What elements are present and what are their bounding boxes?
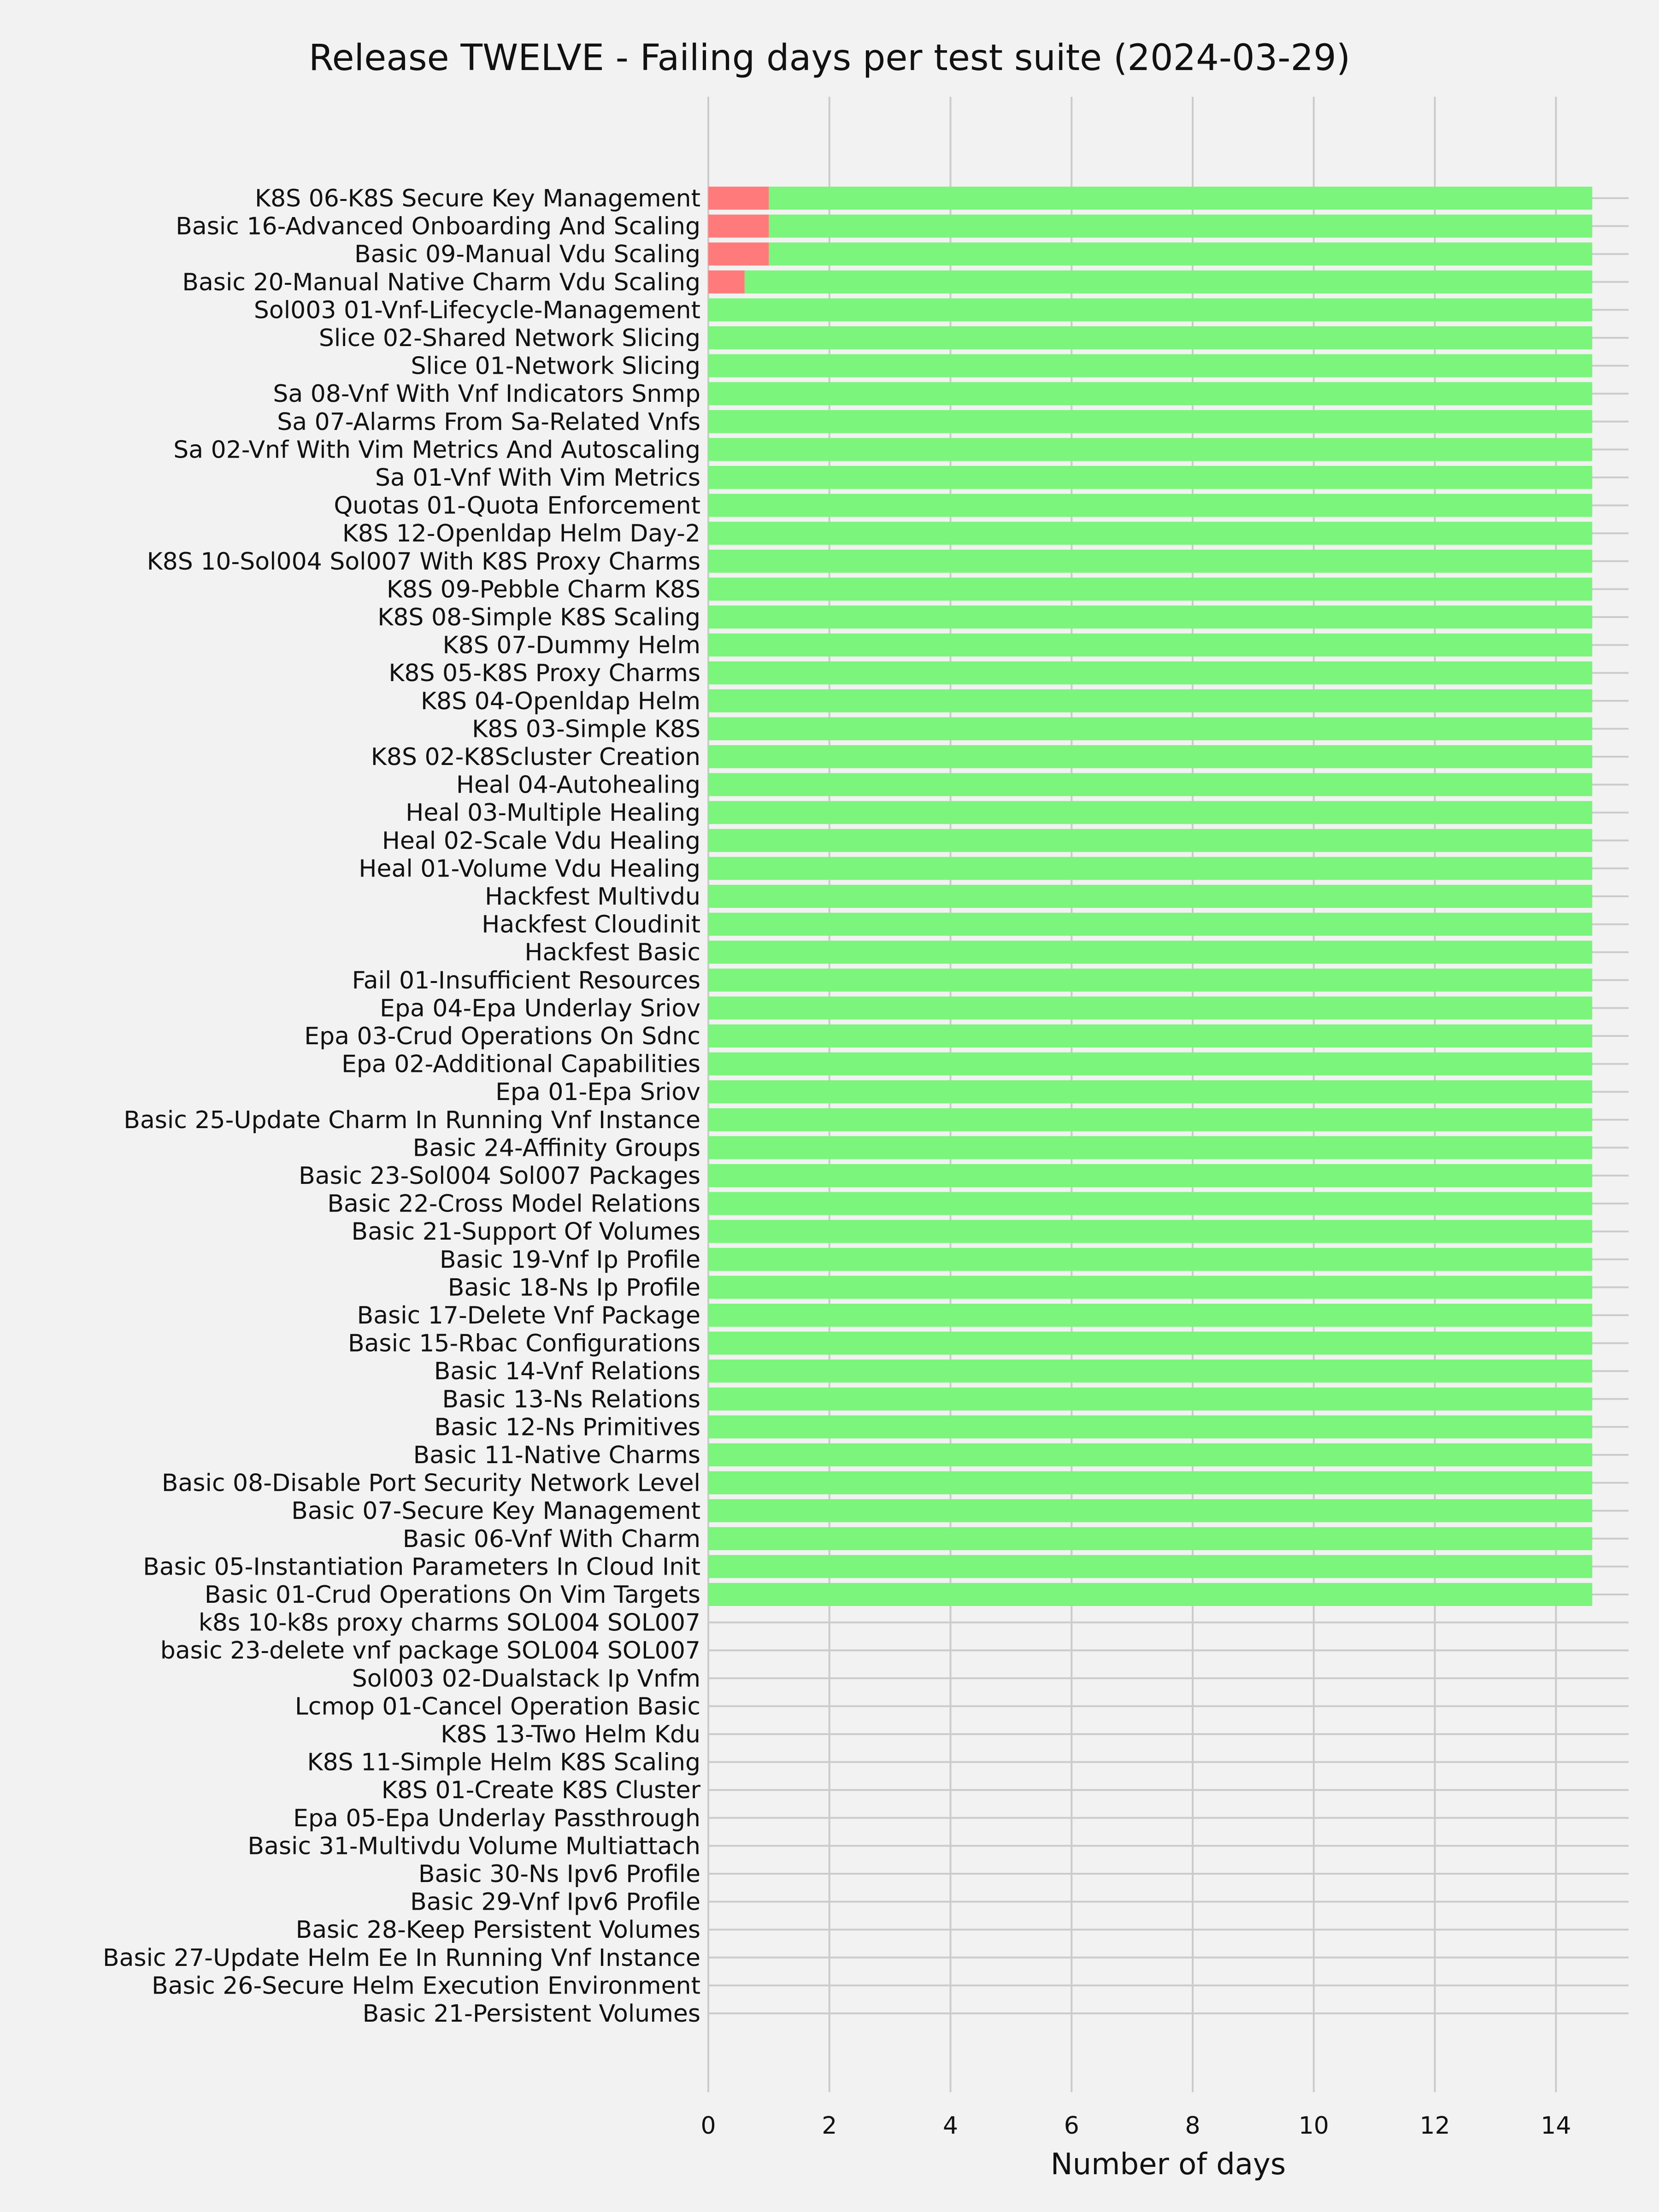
bar-passing: [708, 661, 1592, 684]
bar-passing: [708, 717, 1592, 740]
bar-passing: [708, 829, 1592, 852]
y-tick-label: Slice 01-Network Slicing: [411, 352, 700, 380]
y-tick-label: Epa 01-Epa Sriov: [495, 1078, 700, 1106]
bar-passing: [708, 1583, 1592, 1606]
bar-passing: [708, 1248, 1592, 1271]
y-tick-label: K8S 05-K8S Proxy Charms: [388, 659, 700, 688]
bar-passing: [708, 1443, 1592, 1466]
y-tick-label: Basic 11-Native Charms: [413, 1441, 700, 1469]
y-tick-label: Basic 27-Update Helm Ee In Running Vnf Instance: [102, 1944, 700, 1972]
x-tick-label: 8: [1185, 2112, 1200, 2140]
y-tick-label: K8S 06-K8S Secure Key Management: [254, 185, 700, 212]
bar-passing: [708, 689, 1592, 712]
y-tick-label: Basic 09-Manual Vdu Scaling: [354, 241, 700, 269]
y-tick-label: Basic 21-Persistent Volumes: [362, 2000, 700, 2028]
y-tick-label: Basic 01-Crud Operations On Vim Targets: [204, 1581, 700, 1609]
x-tick-label: 10: [1298, 2112, 1329, 2140]
y-tick-label: Basic 13-Ns Relations: [442, 1385, 700, 1413]
y-tick-label: Basic 16-Advanced Onboarding And Scaling: [176, 212, 700, 241]
y-tick-label: Epa 04-Epa Underlay Sriov: [380, 994, 700, 1023]
y-tick-label: Heal 01-Volume Vdu Healing: [359, 855, 700, 883]
y-tick-label: Slice 02-Shared Network Slicing: [318, 324, 700, 352]
bar-passing: [708, 550, 1592, 573]
bar-passing: [708, 996, 1592, 1019]
y-tick-label: Basic 22-Cross Model Relations: [327, 1190, 700, 1218]
bar-passing: [708, 410, 1592, 433]
bar-passing: [708, 1024, 1592, 1047]
bar-passing: [708, 606, 1592, 629]
y-tick-label: K8S 02-K8Scluster Creation: [371, 743, 700, 771]
y-tick-label: K8S 07-Dummy Helm: [442, 631, 700, 659]
y-tick-label: Epa 02-Additional Capabilities: [341, 1050, 700, 1078]
bar-passing: [708, 801, 1592, 824]
bar-passing: [708, 1332, 1592, 1355]
bar-passing: [708, 969, 1592, 992]
bar-passing: [708, 941, 1592, 964]
bar-passing: [769, 242, 1592, 265]
bar-failing: [708, 215, 769, 238]
bar-passing: [745, 271, 1592, 294]
y-tick-label: K8S 12-Openldap Helm Day-2: [342, 520, 700, 548]
y-tick-label: Sa 01-Vnf With Vim Metrics: [375, 464, 700, 492]
bar-passing: [708, 1415, 1592, 1438]
y-tick-label: Heal 04-Autohealing: [456, 771, 700, 799]
y-tick-label: Sa 08-Vnf With Vnf Indicators Snmp: [273, 380, 700, 408]
bar-passing: [708, 466, 1592, 489]
y-tick-label: Basic 08-Disable Port Security Network Level: [161, 1469, 700, 1497]
y-tick-label: Hackfest Multivdu: [485, 883, 700, 911]
y-tick-label: Basic 05-Instantiation Parameters In Cloud Init: [143, 1553, 700, 1581]
y-tick-label: Lcmop 01-Cancel Operation Basic: [294, 1693, 700, 1721]
y-tick-label: Basic 30-Ns Ipv6 Profile: [418, 1860, 700, 1888]
bar-passing: [708, 382, 1592, 405]
bar-passing: [708, 634, 1592, 657]
bar-passing: [708, 438, 1592, 461]
y-tick-label: k8s 10-k8s proxy charms SOL004 SOL007: [198, 1609, 700, 1637]
y-tick-label: K8S 08-Simple K8S Scaling: [377, 604, 700, 631]
y-tick-label: Sa 07-Alarms From Sa-Related Vnfs: [277, 408, 700, 436]
bar-passing: [708, 1555, 1592, 1578]
y-tick-label: Basic 31-Multivdu Volume Multiattach: [247, 1832, 700, 1860]
y-tick-label: Hackfest Cloudinit: [482, 911, 700, 939]
y-tick-label: Basic 19-Vnf Ip Profile: [439, 1246, 700, 1274]
bar-failing: [708, 271, 745, 294]
x-tick-label: 14: [1541, 2112, 1571, 2140]
bar-passing: [708, 1080, 1592, 1103]
bar-passing: [769, 187, 1592, 210]
y-tick-label: Basic 25-Update Charm In Running Vnf Instance: [124, 1106, 700, 1134]
y-tick-label: Sol003 01-Vnf-Lifecycle-Management: [253, 296, 700, 324]
bar-passing: [708, 1499, 1592, 1522]
bar-passing: [708, 577, 1592, 600]
y-tick-label: Basic 17-Delete Vnf Package: [357, 1302, 700, 1330]
bar-passing: [708, 913, 1592, 936]
bar-passing: [708, 745, 1592, 768]
bar-passing: [708, 1276, 1592, 1299]
bar-passing: [708, 326, 1592, 349]
y-tick-label: Basic 07-Secure Key Management: [291, 1497, 700, 1525]
y-tick-label: Basic 20-Manual Native Charm Vdu Scaling: [182, 268, 700, 296]
y-tick-label: Basic 12-Ns Primitives: [434, 1413, 700, 1441]
y-tick-label: Basic 06-Vnf With Charm: [402, 1525, 700, 1553]
bar-passing: [708, 1220, 1592, 1243]
bar-passing: [708, 354, 1592, 377]
x-axis-label: Number of days: [1050, 2147, 1286, 2182]
y-tick-label: Basic 18-Ns Ip Profile: [447, 1274, 700, 1302]
y-tick-label: Quotas 01-Quota Enforcement: [334, 492, 700, 520]
y-tick-label: Basic 14-Vnf Relations: [434, 1358, 700, 1386]
y-tick-label: K8S 09-Pebble Charm K8S: [386, 576, 700, 604]
bar-passing: [708, 1304, 1592, 1327]
y-tick-label: Basic 26-Secure Helm Execution Environment: [152, 1972, 700, 2000]
bar-passing: [708, 885, 1592, 908]
bar-passing: [708, 1192, 1592, 1215]
x-tick-label: 2: [822, 2112, 837, 2140]
y-tick-label: Basic 21-Support Of Volumes: [351, 1218, 700, 1246]
bar-failing: [708, 187, 769, 210]
y-tick-label: K8S 01-Create K8S Cluster: [381, 1777, 700, 1805]
y-tick-label: basic 23-delete vnf package SOL004 SOL007: [160, 1637, 700, 1665]
y-tick-label: Hackfest Basic: [524, 939, 700, 967]
y-tick-label: K8S 13-Two Helm Kdu: [441, 1721, 700, 1748]
y-tick-label: Fail 01-Insufficient Resources: [352, 966, 700, 994]
y-tick-label: Basic 24-Affinity Groups: [412, 1134, 700, 1162]
bars: [708, 187, 1592, 1606]
y-tick-label: K8S 10-Sol004 Sol007 With K8S Proxy Charms: [147, 547, 700, 576]
bar-passing: [708, 857, 1592, 880]
bar-passing: [708, 1527, 1592, 1550]
bar-passing: [708, 298, 1592, 321]
y-tick-label: K8S 03-Simple K8S: [472, 715, 700, 743]
y-tick-label: Heal 03-Multiple Healing: [406, 799, 700, 827]
x-tick-label: 6: [1064, 2112, 1079, 2140]
bar-passing: [708, 1108, 1592, 1131]
bar-passing: [708, 1164, 1592, 1187]
y-tick-label: Heal 02-Scale Vdu Healing: [382, 827, 700, 855]
bar-passing: [708, 494, 1592, 517]
bar-passing: [708, 1136, 1592, 1159]
bar-passing: [708, 1471, 1592, 1494]
y-tick-label: Basic 15-Rbac Configurations: [348, 1330, 700, 1358]
y-tick-label: Epa 03-Crud Operations On Sdnc: [304, 1023, 700, 1050]
chart-title: Release TWELVE - Failing days per test suite (2024-03-29): [308, 37, 1351, 79]
y-tick-label: Epa 05-Epa Underlay Passthrough: [293, 1804, 700, 1832]
y-tick-label: Sa 02-Vnf With Vim Metrics And Autoscaling: [173, 436, 700, 464]
x-tick-label: 0: [700, 2112, 716, 2140]
y-tick-label: Basic 29-Vnf Ipv6 Profile: [410, 1888, 700, 1916]
bar-passing: [708, 522, 1592, 545]
bar-passing: [708, 773, 1592, 796]
bar-passing: [769, 215, 1592, 238]
y-tick-label: K8S 11-Simple Helm K8S Scaling: [307, 1748, 700, 1777]
bar-passing: [708, 1359, 1592, 1382]
y-tick-label: Basic 23-Sol004 Sol007 Packages: [299, 1162, 700, 1190]
bar-passing: [708, 1388, 1592, 1411]
y-tick-label: K8S 04-Openldap Helm: [420, 687, 700, 715]
y-tick-label: Sol003 02-Dualstack Ip Vnfm: [352, 1665, 700, 1693]
y-tick-label: Basic 28-Keep Persistent Volumes: [295, 1916, 700, 1944]
x-tick-label: 12: [1419, 2112, 1450, 2140]
bar-failing: [708, 242, 769, 265]
bar-passing: [708, 1053, 1592, 1076]
x-tick-label: 4: [942, 2112, 959, 2140]
